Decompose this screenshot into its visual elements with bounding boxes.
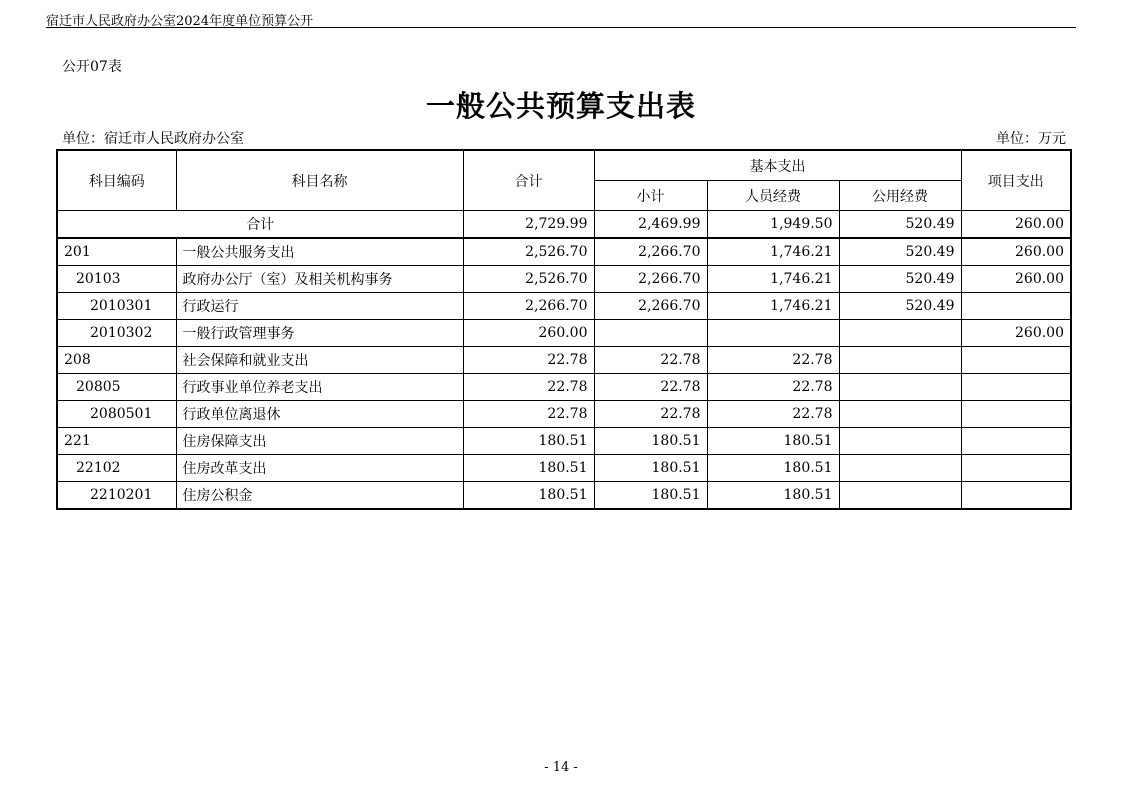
table-row (57, 238, 1071, 266)
row-personnel: 22.78 (707, 347, 839, 374)
row-project (961, 347, 1071, 374)
subject-name: 住房保障支出 (176, 428, 463, 455)
form-number: 公开07表 (62, 59, 122, 75)
table-row (57, 374, 1071, 401)
row-project (961, 428, 1071, 455)
subject-name: 一般公共服务支出 (176, 238, 463, 266)
row-total: 2,526.70 (463, 238, 594, 266)
row-project: 260.00 (961, 320, 1071, 347)
unit-organization: 单位：宿迁市人民政府办公室 (62, 131, 244, 147)
header-personnel-cost: 人员经费 (707, 181, 839, 211)
subject-name: 一般行政管理事务 (176, 320, 463, 347)
row-project: 260.00 (961, 238, 1071, 266)
row-public (839, 455, 961, 482)
subject-code: 201 (57, 238, 176, 266)
subject-code: 2010302 (57, 320, 176, 347)
subject-name: 行政运行 (176, 293, 463, 320)
header-subject-name: 科目名称 (176, 150, 463, 211)
subject-code: 2010301 (57, 293, 176, 320)
row-personnel: 22.78 (707, 401, 839, 428)
subject-code: 221 (57, 428, 176, 455)
table-row (57, 266, 1071, 293)
header-project-expenditure: 项目支出 (961, 150, 1071, 211)
subject-name: 住房改革支出 (176, 455, 463, 482)
row-total: 22.78 (463, 401, 594, 428)
row-subtotal: 22.78 (594, 347, 707, 374)
row-public: 520.49 (839, 293, 961, 320)
total-amount: 2,729.99 (463, 211, 594, 239)
table-row (57, 320, 1071, 347)
row-subtotal: 180.51 (594, 428, 707, 455)
subject-code: 208 (57, 347, 176, 374)
row-personnel: 180.51 (707, 455, 839, 482)
row-project (961, 482, 1071, 510)
header-divider (46, 27, 1076, 28)
row-total: 180.51 (463, 428, 594, 455)
row-subtotal: 2,266.70 (594, 266, 707, 293)
subject-code: 2080501 (57, 401, 176, 428)
row-subtotal (594, 320, 707, 347)
subject-code: 2210201 (57, 482, 176, 510)
row-subtotal: 180.51 (594, 455, 707, 482)
subject-name: 行政单位离退休 (176, 401, 463, 428)
subject-name: 政府办公厅（室）及相关机构事务 (176, 266, 463, 293)
subject-name: 行政事业单位养老支出 (176, 374, 463, 401)
table-row (57, 482, 1071, 510)
total-public: 520.49 (839, 211, 961, 239)
row-project (961, 374, 1071, 401)
table-row (57, 401, 1071, 428)
row-public (839, 401, 961, 428)
row-subtotal: 22.78 (594, 374, 707, 401)
header-subtotal: 小计 (594, 181, 707, 211)
row-total: 180.51 (463, 482, 594, 510)
row-personnel: 180.51 (707, 428, 839, 455)
page-title: 一般公共预算支出表 (425, 89, 696, 123)
row-subtotal: 2,266.70 (594, 238, 707, 266)
row-personnel: 1,746.21 (707, 238, 839, 266)
row-subtotal: 180.51 (594, 482, 707, 510)
row-subtotal: 22.78 (594, 401, 707, 428)
row-total: 180.51 (463, 455, 594, 482)
table-row (57, 455, 1071, 482)
row-project (961, 455, 1071, 482)
row-public (839, 320, 961, 347)
row-personnel: 1,746.21 (707, 266, 839, 293)
header-public-cost: 公用经费 (839, 181, 961, 211)
subject-code: 20103 (57, 266, 176, 293)
row-public (839, 428, 961, 455)
row-personnel: 180.51 (707, 482, 839, 510)
table-row (57, 293, 1071, 320)
header-total: 合计 (463, 150, 594, 211)
row-total: 22.78 (463, 347, 594, 374)
row-personnel (707, 320, 839, 347)
row-public (839, 374, 961, 401)
total-personnel: 1,949.50 (707, 211, 839, 239)
row-subtotal: 2,266.70 (594, 293, 707, 320)
budget-table (56, 149, 1072, 510)
total-label: 合计 (57, 211, 463, 239)
row-personnel: 22.78 (707, 374, 839, 401)
subject-name: 住房公积金 (176, 482, 463, 510)
subject-name: 社会保障和就业支出 (176, 347, 463, 374)
table-row (57, 347, 1071, 374)
total-row (57, 211, 1071, 239)
row-public: 520.49 (839, 266, 961, 293)
running-header: 宿迁市人民政府办公室2024年度单位预算公开 (46, 14, 314, 29)
subject-code: 22102 (57, 455, 176, 482)
row-project (961, 293, 1071, 320)
row-public (839, 482, 961, 510)
header-basic-expenditure: 基本支出 (594, 150, 961, 181)
row-total: 2,266.70 (463, 293, 594, 320)
row-total: 2,526.70 (463, 266, 594, 293)
table-row (57, 428, 1071, 455)
row-public: 520.49 (839, 238, 961, 266)
page-number: - 14 - (544, 760, 578, 775)
total-project: 260.00 (961, 211, 1071, 239)
row-project: 260.00 (961, 266, 1071, 293)
row-total: 260.00 (463, 320, 594, 347)
unit-currency: 单位：万元 (996, 131, 1066, 147)
row-project (961, 401, 1071, 428)
subject-code: 20805 (57, 374, 176, 401)
row-public (839, 347, 961, 374)
row-personnel: 1,746.21 (707, 293, 839, 320)
row-total: 22.78 (463, 374, 594, 401)
header-subject-code: 科目编码 (57, 150, 176, 211)
total-subtotal: 2,469.99 (594, 211, 707, 239)
